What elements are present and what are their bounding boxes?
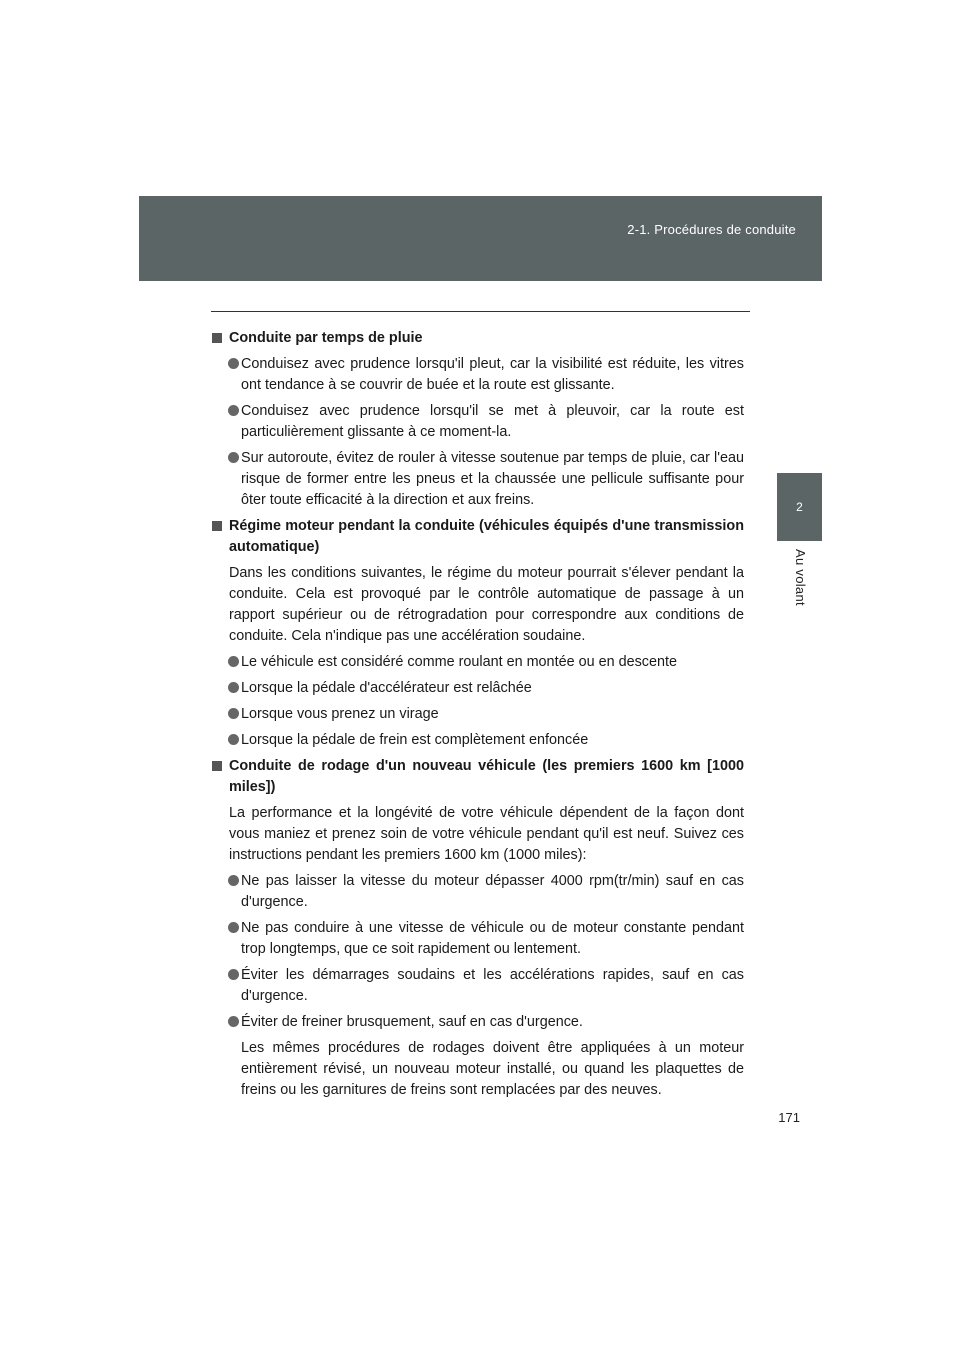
list-item: Lorsque vous prenez un virage: [212, 704, 744, 725]
chapter-tab: [777, 473, 822, 541]
chapter-header-band: [139, 196, 822, 281]
square-bullet-icon: [212, 761, 222, 771]
list-item: Conduisez avec prudence lorsqu'il se met à pleuvoir, car la route est particulièrement glissante à ce moment-la.: [212, 401, 744, 443]
list-item: Sur autoroute, évitez de rouler à vitesse soutenue par temps de pluie, car l'eau risque de former entre les pneus et la chaussée une pellicule suffisante pour ôter toute efficacité à la direction et aux freins.: [212, 448, 744, 511]
section-heading: Conduite par temps de pluie: [212, 328, 744, 349]
circle-bullet-icon: [228, 682, 239, 693]
list-item: Éviter les démarrages soudains et les accélérations rapides, sauf en cas d'urgence.: [212, 965, 744, 1007]
section-heading: Régime moteur pendant la conduite (véhicules équipés d'une transmission automatique): [212, 516, 744, 558]
square-bullet-icon: [212, 333, 222, 343]
circle-bullet-icon: [228, 922, 239, 933]
circle-bullet-icon: [228, 405, 239, 416]
paragraph: Dans les conditions suivantes, le régime du moteur pourrait s'élever pendant la conduite. Cela est provoqué par le contrôle automatique de passage à un rapport supérieur ou de rétrogradation pour correspondre aux conditions de conduite. Cela n'indique pas une accélération soudaine.: [229, 565, 744, 644]
circle-bullet-icon: [228, 969, 239, 980]
list-item: Le véhicule est considéré comme roulant en montée ou en descente: [212, 652, 744, 673]
list-item: Lorsque la pédale de frein est complètement enfoncée: [212, 730, 744, 751]
list-item: Lorsque la pédale d'accélérateur est relâchée: [212, 678, 744, 699]
closing-paragraph: Les mêmes procédures de rodages doivent être appliquées à un moteur entièrement révisé, un nouveau moteur installé, ou quand les plaquettes de freins ou les garnitures de freins sont remplacées par des neuves.: [241, 1040, 744, 1098]
section-heading: Conduite de rodage d'un nouveau véhicule (les premiers 1600 km [1000 miles]): [212, 756, 744, 798]
chapter-number: 2: [796, 500, 803, 514]
circle-bullet-icon: [228, 452, 239, 463]
top-rule: [211, 311, 750, 312]
circle-bullet-icon: [228, 656, 239, 667]
page-content: [212, 328, 744, 1106]
circle-bullet-icon: [228, 734, 239, 745]
page-number: 171: [778, 1110, 800, 1125]
list-item: Conduisez avec prudence lorsqu'il pleut, car la visibilité est réduite, les vitres ont tendance à se couvrir de buée et la route est glissante.: [212, 354, 744, 396]
section-title: 2-1. Procédures de conduite: [627, 222, 796, 237]
circle-bullet-icon: [228, 358, 239, 369]
chapter-label: Au volant: [793, 549, 808, 606]
list-item: Ne pas laisser la vitesse du moteur dépasser 4000 rpm(tr/min) sauf en cas d'urgence.: [212, 871, 744, 913]
circle-bullet-icon: [228, 708, 239, 719]
list-item: Ne pas conduire à une vitesse de véhicule ou de moteur constante pendant trop longtemps, que ce soit rapidement ou lentement.: [212, 918, 744, 960]
list-item: Éviter de freiner brusquement, sauf en cas d'urgence.: [212, 1012, 744, 1033]
square-bullet-icon: [212, 521, 222, 531]
circle-bullet-icon: [228, 1016, 239, 1027]
circle-bullet-icon: [228, 875, 239, 886]
paragraph: La performance et la longévité de votre véhicule dépendent de la façon dont vous maniez et prenez soin de votre véhicule pendant qu'il est neuf. Suivez ces instructions pendant les premiers 1600 km (1000 miles):: [229, 805, 744, 863]
